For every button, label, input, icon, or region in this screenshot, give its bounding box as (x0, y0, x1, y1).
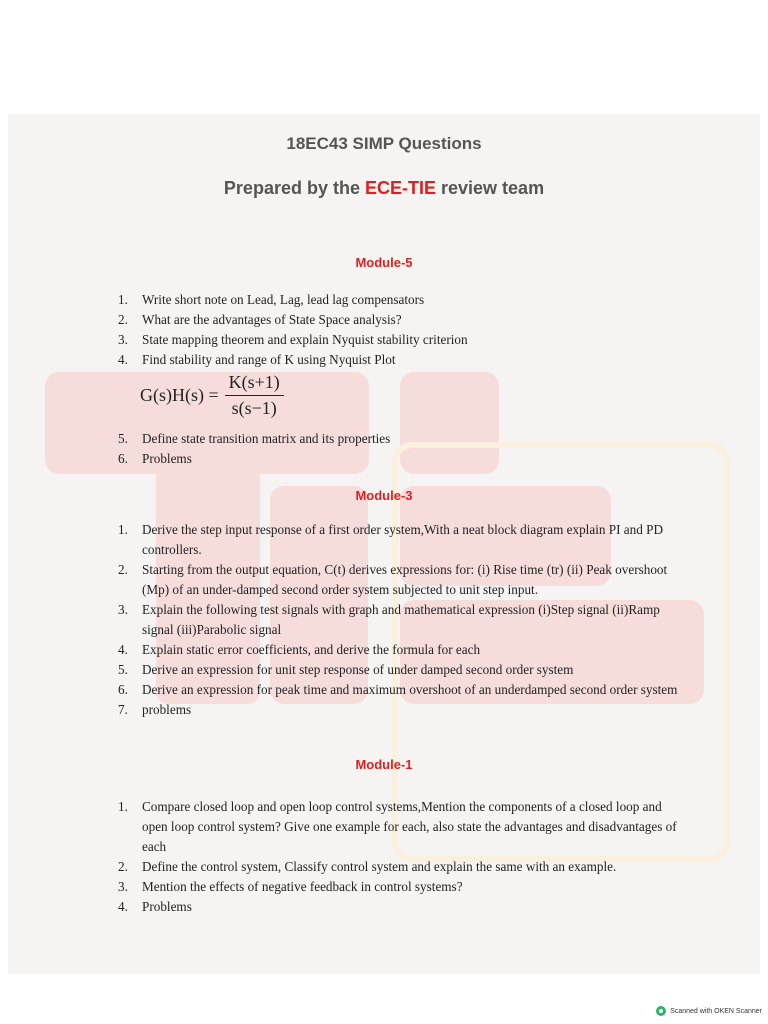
list-item: 4. Problems (118, 899, 192, 914)
page-title: 18EC43 SIMP Questions (286, 134, 482, 153)
formula-numerator: K(s+1) (225, 372, 284, 396)
list-item: 4. Explain static error coefficients, and derive the formula for each (118, 642, 481, 657)
list-item: 3. Explain the following test signals with graph and mathematical expression (i)Step signal (ii)Ramp signal (iii)Parabolic signal (118, 602, 660, 637)
module-3-heading: Module-3 (355, 488, 413, 503)
list-item: 4. Find stability and range of K using Nyquist Plot (118, 352, 396, 367)
module-1-heading: Module-1 (355, 757, 413, 772)
module-1-list (118, 797, 682, 917)
document-page (8, 114, 760, 974)
formula-lhs: G(s)H(s) = (140, 385, 219, 405)
formula-denominator: s(s−1) (231, 398, 277, 418)
formula-fraction (225, 372, 284, 419)
list-item: 7. problems (118, 702, 192, 717)
list-item: 5. Derive an expression for unit step response of under damped second order system (118, 662, 574, 677)
list-item: 1. Write short note on Lead, Lag, lead lag compensators (118, 292, 425, 307)
module-5-heading: Module-5 (355, 255, 413, 270)
oken-scanner-icon (656, 1006, 666, 1016)
list-item: 3. Mention the effects of negative feedback in control systems? (118, 879, 463, 894)
subtitle-suffix: review team (441, 178, 545, 198)
transfer-function-formula (140, 372, 284, 419)
subtitle-brand: ECE-TIE (364, 178, 436, 198)
list-item: 5. Define state transition matrix and its properties (118, 431, 391, 446)
module-5-list-b (118, 429, 682, 469)
list-item: 2. Starting from the output equation, C(t) derives expressions for: (i) Rise time (tr) (ii) Peak overshoot (Mp) of an under-damped second order system subjected to unit step input. (118, 562, 668, 597)
list-item: 1. Derive the step input response of a first order system,With a neat block diagram explain PI and PD controllers. (118, 522, 663, 557)
page-subtitle (8, 178, 760, 199)
module-5-list-a (118, 290, 682, 370)
list-item: 6. Problems (118, 451, 192, 466)
list-item: 3. State mapping theorem and explain Nyquist stability criterion (118, 332, 468, 347)
list-item: 6. Derive an expression for peak time and maximum overshoot of an underdamped second order system (118, 682, 678, 697)
list-item: 1. Compare closed loop and open loop control systems,Mention the components of a closed loop and open loop control system? Give one example for each, also state the advantages and disadvantages of each (118, 799, 677, 854)
module-3-list (118, 520, 682, 720)
list-item: 2. Define the control system, Classify control system and explain the same with an example. (118, 859, 617, 874)
list-item: 2. What are the advantages of State Space analysis? (118, 312, 402, 327)
scanner-text: Scanned with OKEN Scanner (670, 1007, 762, 1015)
scanner-watermark (656, 1006, 762, 1016)
subtitle-prefix: Prepared by the (223, 178, 360, 198)
